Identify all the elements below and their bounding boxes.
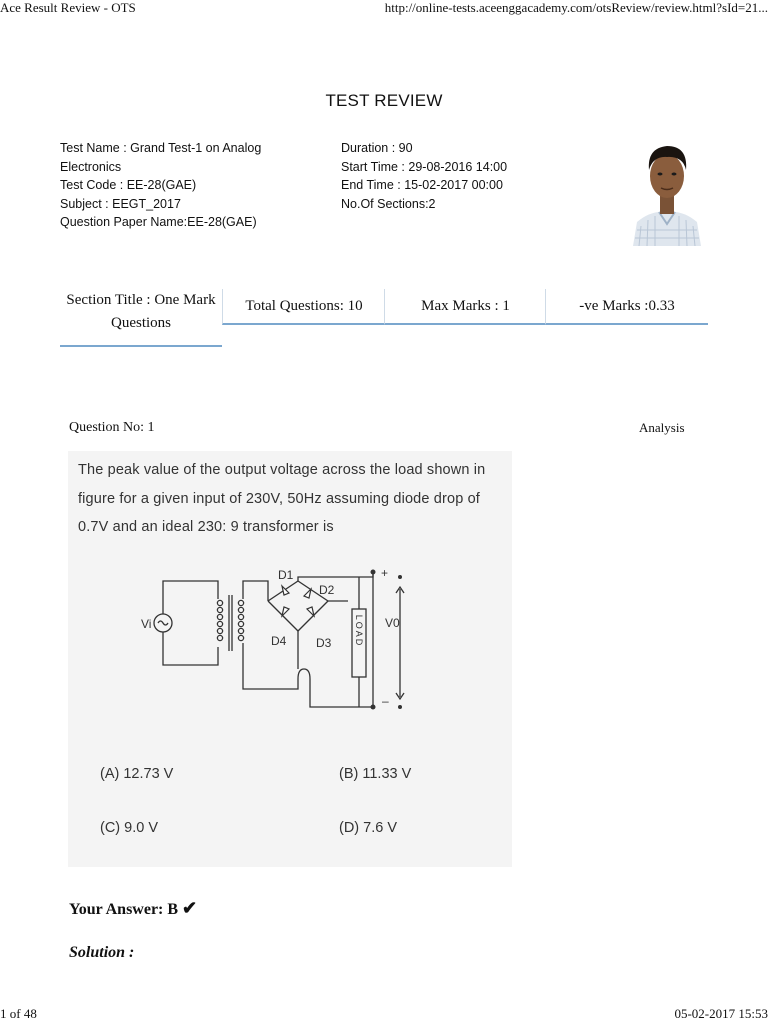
option-d: (D) 7.6 V <box>339 820 398 836</box>
d4-label: D4 <box>271 634 287 648</box>
page-title: TEST REVIEW <box>325 91 443 110</box>
section-title: Section Title : One Mark Questions <box>60 289 222 347</box>
vo-label: V0 <box>385 616 400 630</box>
duration: Duration : 90 <box>341 141 413 155</box>
analysis-link[interactable]: Analysis <box>639 420 685 435</box>
number-of-sections: No.Of Sections:2 <box>341 196 436 211</box>
total-questions: Total Questions: 10 <box>222 289 385 325</box>
option-a: (A) 12.73 V <box>100 766 174 782</box>
solution-heading: Solution : <box>69 944 135 961</box>
d1-label: D1 <box>278 569 294 582</box>
negative-marks: -ve Marks :0.33 <box>545 289 708 325</box>
test-info-right <box>341 139 541 213</box>
browser-page-title: Ace Result Review - OTS <box>0 0 136 15</box>
d2-label: D2 <box>319 583 335 597</box>
print-timestamp: 05-02-2017 15:53 <box>674 1006 768 1021</box>
minus-label: – <box>382 694 389 708</box>
circuit-diagram <box>138 569 438 719</box>
d3-label: D3 <box>316 636 332 650</box>
end-time: End Time : 15-02-2017 00:00 <box>341 178 503 192</box>
question-paper-name: Question Paper Name:EE-28(GAE) <box>60 215 257 229</box>
question-number: Question No: 1 <box>69 420 155 435</box>
question-image <box>68 451 512 867</box>
your-answer <box>69 898 197 919</box>
option-b: (B) 11.33 V <box>339 766 412 782</box>
question-text: The peak value of the output voltage across the load shown in figure for a given input of 230V, 50Hz assuming diode drop of 0.7V and an ideal 230: 9 transformer is <box>78 462 486 535</box>
candidate-photo <box>631 140 703 246</box>
start-time: Start Time : 29-08-2016 14:00 <box>341 159 508 174</box>
plus-label: + <box>381 569 389 580</box>
vi-label: Vi <box>141 617 152 631</box>
your-answer-text: Your Answer: B <box>69 901 179 918</box>
checkmark-icon: ✔ <box>182 898 198 918</box>
max-marks: Max Marks : 1 <box>384 289 546 325</box>
subject: Subject : EEGT_2017 <box>60 196 181 211</box>
test-info-left <box>60 139 290 232</box>
load-label: LOAD <box>354 614 364 648</box>
page-indicator: 1 of 48 <box>0 1006 37 1021</box>
browser-url[interactable]: http://online-tests.aceenggacademy.com/otsReview/review.html?sId=21... <box>384 0 768 15</box>
option-c: (C) 9.0 V <box>100 820 159 836</box>
test-name: Test Name : Grand Test-1 on Analog Electronics <box>60 141 262 174</box>
test-code: Test Code : EE-28(GAE) <box>60 178 197 192</box>
